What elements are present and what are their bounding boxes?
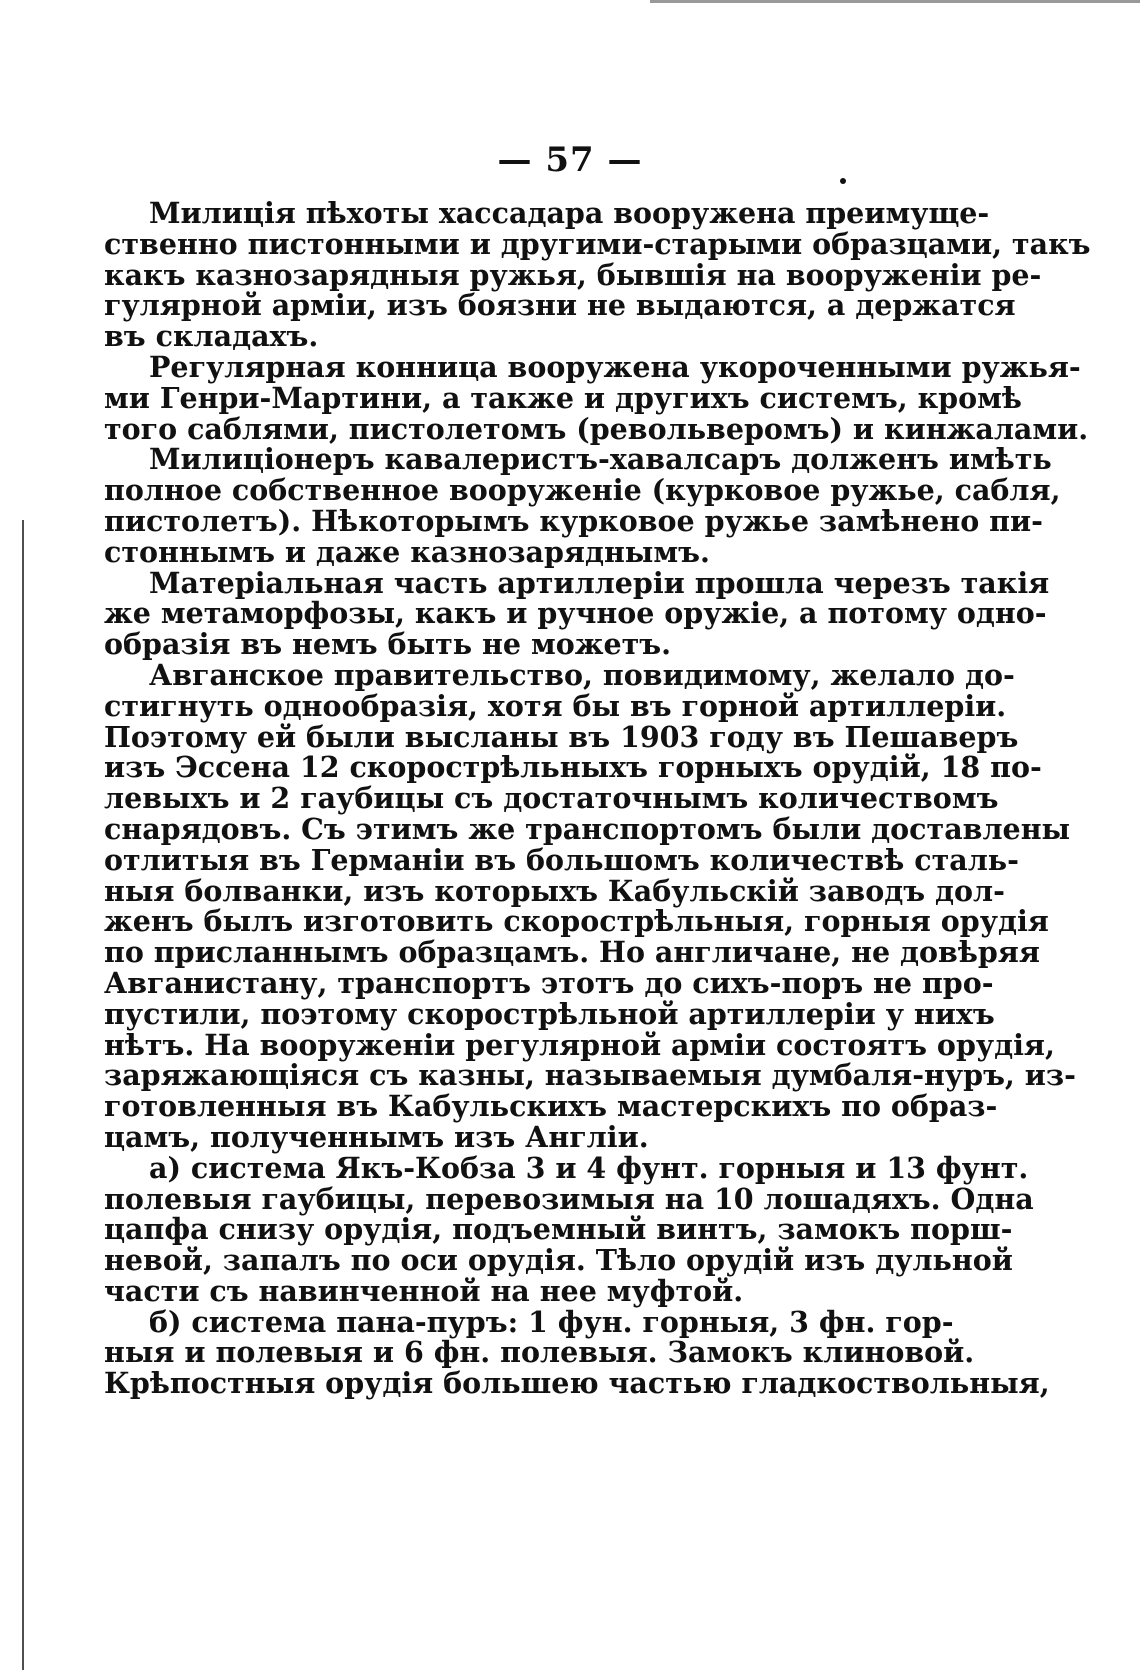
paragraph-3 bbox=[104, 442, 1061, 569]
text-line: Авганистану, транспортъ этотъ до сихъ-поръ не про- bbox=[104, 965, 994, 1000]
text-line: Милиція пѣхоты хассадара вооружена преимуще- bbox=[149, 196, 990, 230]
text-line: гулярной арміи, изъ боязни не выдаются, а держатся bbox=[104, 288, 1016, 323]
text-line: того саблями, пистолетомъ (револьверомъ) и кинжалами. bbox=[104, 411, 1089, 446]
paragraph-4 bbox=[104, 565, 1050, 662]
page-number: — 57 — bbox=[497, 140, 643, 180]
text-line: левыхъ и 2 гаубицы съ достаточнымъ количествомъ bbox=[104, 781, 999, 816]
scan-edge-top bbox=[650, 0, 1140, 3]
paragraph-6 bbox=[104, 1150, 1034, 1308]
text-line: какъ казнозарядныя ружья, бывшія на вооруженіи ре- bbox=[104, 257, 1042, 292]
text-line: въ складахъ. bbox=[104, 319, 319, 354]
paragraph-7 bbox=[104, 1304, 1050, 1401]
text-line: цапфа снизу орудія, подъемный винтъ, замокъ порш- bbox=[104, 1212, 1013, 1247]
paragraph-1 bbox=[104, 196, 1091, 354]
text-line: снарядовъ. Съ этимъ же транспортомъ были доставлены bbox=[104, 811, 1071, 846]
text-line: по присланнымъ образцамъ. Но англичане, не довѣряя bbox=[104, 935, 1040, 970]
text-line: изъ Эссена 12 скорострѣльныхъ горныхъ орудій, 18 по- bbox=[104, 750, 1042, 785]
text-line: невой, запалъ по оси орудія. Тѣло орудій изъ дульной bbox=[104, 1243, 1013, 1278]
text-line: пустили, поэтому скорострѣльной артиллеріи у нихъ bbox=[104, 996, 995, 1031]
text-line: ныя болванки, изъ которыхъ Кабульскій заводъ дол- bbox=[104, 873, 1005, 908]
text-line: заряжающіяся съ казны, называемыя думбаля-нуръ, из- bbox=[104, 1058, 1076, 1093]
text-line: полное собственное вооруженіе (курковое ружье, сабля, bbox=[104, 473, 1061, 508]
text-line: цамъ, полученнымъ изъ Англіи. bbox=[104, 1119, 649, 1154]
scan-edge-left bbox=[22, 520, 24, 1670]
text-line: Милиціонеръ кавалеристъ-хавалсаръ долженъ имѣть bbox=[149, 442, 1052, 477]
paragraph-2 bbox=[104, 349, 1089, 446]
text-line: Авганское правительство, повидимому, желало до- bbox=[149, 657, 1015, 692]
text-line: ственно пистонными и другими-старыми образцами, такъ bbox=[104, 226, 1091, 261]
text-line: Матеріальная часть артиллеріи прошла черезъ такія bbox=[149, 565, 1050, 600]
paragraph-5 bbox=[104, 657, 1076, 1154]
text-line: пистолетъ). Нѣкоторымъ курковое ружье замѣнено пи- bbox=[104, 503, 1043, 538]
text-line: образія въ немъ быть не можетъ. bbox=[104, 627, 672, 662]
text-line: ми Генри-Мартини, а также и другихъ системъ, кромѣ bbox=[104, 380, 1022, 415]
text-line: готовленныя въ Кабульскихъ мастерскихъ по образ- bbox=[104, 1089, 998, 1124]
text-line: Поэтому ей были высланы въ 1903 году въ Пешаверъ bbox=[104, 719, 1019, 754]
text-line: отлитыя въ Германіи въ большомъ количествѣ сталь- bbox=[104, 842, 1019, 877]
text-line: а) система Якъ-Кобза 3 и 4 фунт. горныя и 13 фунт. bbox=[149, 1150, 1029, 1185]
text-line: части съ навинченной на нее муфтой. bbox=[104, 1273, 744, 1308]
text-line: б) система пана-пуръ: 1 фун. горныя, 3 фн. гор- bbox=[149, 1304, 954, 1339]
text-line: ныя и полевыя и 6 фн. полевыя. Замокъ клиновой. bbox=[104, 1335, 975, 1370]
text-line: стоннымъ и даже казнозаряднымъ. bbox=[104, 534, 710, 569]
text-line: нѣтъ. На вооруженіи регулярной арміи состоятъ орудія, bbox=[104, 1027, 1055, 1062]
text-line: полевыя гаубицы, перевозимыя на 10 лошадяхъ. Одна bbox=[104, 1181, 1034, 1216]
text-line: Крѣпостныя орудія большею частью гладкоствольныя, bbox=[104, 1366, 1050, 1401]
text-column bbox=[104, 196, 1091, 1401]
text-line: же метаморфозы, какъ и ручное оружіе, а потому одно- bbox=[104, 596, 1047, 631]
text-line: женъ былъ изготовить скорострѣльныя, горныя орудія bbox=[104, 904, 1049, 939]
text-line: Регулярная конница вооружена укороченными ружья- bbox=[149, 349, 1081, 384]
text-line: стигнуть однообразія, хотя бы въ горной артиллеріи. bbox=[104, 688, 1007, 723]
